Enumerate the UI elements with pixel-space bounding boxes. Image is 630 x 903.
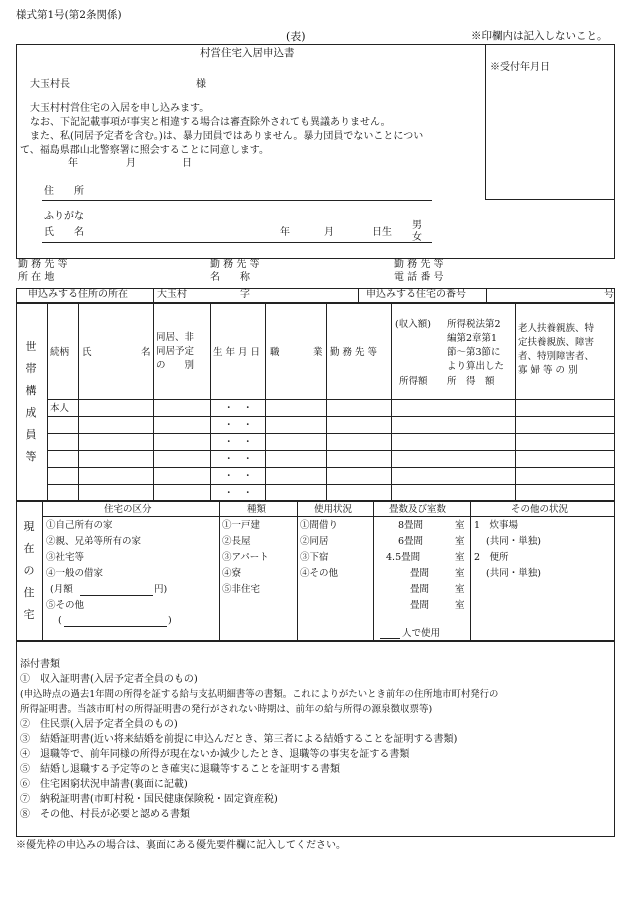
housing-header-use: 使用状況 (314, 504, 353, 515)
type-1[interactable]: ①一戸建 (222, 520, 261, 531)
name-field[interactable] (42, 242, 432, 243)
address-field[interactable] (42, 200, 432, 201)
header-workplace: 勤 務 先 等 (330, 347, 378, 358)
apply-go: 号 (604, 289, 614, 300)
other-status-2: (共同・単独) (486, 536, 541, 547)
other-status-4: (共同・単独) (486, 568, 541, 579)
household-side-label-6: 等 (25, 450, 37, 463)
room-size-6: 畳間 (410, 600, 430, 611)
header-dependents-2: 定扶養親族、障害 (518, 337, 595, 348)
apply-village: 大玉村 (157, 289, 187, 300)
type-5[interactable]: ⑤非住宅 (222, 584, 261, 595)
header-cohabit-2: 同居予定 (156, 346, 195, 357)
furigana-label: ふりがな (44, 211, 84, 222)
footer-note: ※優先枠の申込みの場合は、裏面にある優先要件欄に記入してください。 (16, 840, 346, 851)
housing-header-type: 種類 (247, 504, 267, 515)
use-2[interactable]: ②同居 (300, 536, 329, 547)
work-name-top: 勤 務 先 等 (210, 259, 260, 270)
room-size-1: 8畳間 (398, 520, 424, 531)
gender-male[interactable]: 男 (412, 220, 422, 231)
side-label: (表) (286, 30, 306, 43)
persons-use: 人で使用 (402, 628, 441, 639)
attachment-5: ⑤ 結婚し退職する予定等のとき確実に退職等することを証明する書類 (20, 764, 340, 775)
work-address-top: 勤 務 先 等 (18, 259, 68, 270)
name-label: 氏 名 (44, 227, 84, 238)
housing-side-label-4: 住 (23, 586, 35, 599)
work-phone-top: 勤 務 先 等 (394, 259, 444, 270)
date-month: 月 (126, 158, 136, 169)
header-job-1: 職 (270, 347, 280, 358)
receipt-date-label: ※受付年月日 (490, 62, 550, 73)
paren-open: ( (58, 615, 62, 626)
apply-address-label: 申込みする住所の所在 (28, 289, 128, 300)
housing-side-label-2: 在 (23, 542, 35, 555)
header-cohabit-3: の 別 (156, 360, 195, 371)
use-1[interactable]: ①間借り (300, 520, 339, 531)
attachment-4: ④ 退職等で、前年同様の所得が現在ないか減少したとき、退職等の事実を証する書類 (20, 749, 410, 760)
other-status-3: 2 便所 (474, 552, 509, 563)
body-line-2: なお、下記記載事項が事実と相違する場合は審査除外されても異議ありません。 (20, 117, 391, 128)
header-income-1: (収入額) (395, 319, 431, 330)
honorific: 様 (196, 79, 206, 90)
housing-header-other: その他の状況 (511, 504, 569, 515)
birth-dots-5: ・ ・ (224, 471, 253, 482)
addressee: 大玉村長 (30, 79, 70, 90)
header-cohabit-1: 同居、非 (156, 332, 195, 343)
category-1[interactable]: ①自己所有の家 (46, 520, 113, 531)
category-2[interactable]: ②親、兄弟等所有の家 (46, 536, 142, 547)
birth-dots-2: ・ ・ (224, 420, 253, 431)
room-size-2: 6畳間 (398, 536, 424, 547)
attachment-1-detail-b: 所得証明書。当該市町村の所得証明書の発行がされない時期は、前年の給与所得の源泉徴収票等) (20, 704, 433, 715)
header-tax-1: 所得税法第2 (447, 319, 501, 330)
room-size-4: 畳間 (410, 568, 430, 579)
category-5[interactable]: ⑤その他 (46, 600, 85, 611)
room-unit-5: 室 (455, 584, 465, 595)
rent-close: 円) (154, 584, 168, 595)
household-side-label-5: 員 (25, 428, 37, 441)
type-2[interactable]: ②長屋 (222, 536, 251, 547)
room-unit-2: 室 (455, 536, 465, 547)
room-unit-6: 室 (455, 600, 465, 611)
attachment-1-detail-a: (申込時点の過去1年間の所得を証する給与支払明細書等の書類。これによりがたいとき前年の住所地市町村発行の (20, 689, 499, 700)
room-size-5: 畳間 (410, 584, 430, 595)
rent-field[interactable] (80, 595, 153, 596)
use-3[interactable]: ③下宿 (300, 552, 329, 563)
birth-dots-3: ・ ・ (224, 437, 253, 448)
household-side-label-2: 帯 (25, 362, 37, 375)
attachment-2: ② 住民票(入居予定者全員のもの) (20, 719, 178, 730)
room-unit-4: 室 (455, 568, 465, 579)
body-line-4: て、福島県郡山北警察署に照会することに同意します。 (20, 145, 269, 156)
body-line-3: また、私(同居予定者を含む。)は、暴力団員ではありません。暴力団員でないことについ (20, 131, 424, 142)
header-dependents-3: 者、特別障害者、 (518, 351, 595, 362)
household-side-label-3: 構 (25, 384, 37, 397)
attachments-title: 添付書類 (20, 659, 60, 670)
work-address-bottom: 所 在 地 (18, 272, 55, 283)
header-name-1: 氏 (82, 347, 92, 358)
attachment-8: ⑧ その他、村長が必要と認める書類 (20, 809, 190, 820)
birth-dots-4: ・ ・ (224, 454, 253, 465)
housing-side-label-5: 宅 (23, 608, 35, 621)
category-4[interactable]: ④一般の借家 (46, 568, 104, 579)
header-birth: 生 年 月 日 (213, 347, 261, 358)
household-side-label-4: 成 (25, 406, 37, 419)
date-year: 年 (68, 158, 78, 169)
type-3[interactable]: ③アパート (222, 552, 269, 563)
birth-year: 年 (280, 227, 290, 238)
body-line-1: 大玉村村営住宅の入居を申し込みます。 (20, 103, 210, 114)
type-4[interactable]: ④寮 (222, 568, 242, 579)
birth-dots-6: ・ ・ (224, 488, 253, 499)
attachment-6: ⑥ 住宅困窮状況申請書(裏面に記載) (20, 779, 188, 790)
attachment-1: ① 収入証明書(入居予定者全員のもの) (20, 674, 198, 685)
office-note: ※印欄内は記入しないこと。 (471, 30, 608, 42)
birth-dots-1: ・ ・ (224, 403, 253, 414)
work-phone-bottom: 電 話 番 号 (394, 272, 444, 283)
relation-self: 本人 (50, 403, 70, 414)
other-status-1: 1 炊事場 (474, 520, 519, 531)
room-unit-1: 室 (455, 520, 465, 531)
household-side-label-1: 世 (25, 340, 37, 353)
rent-open: (月額 (50, 584, 73, 595)
header-income-2: 所得額 (399, 376, 428, 387)
birth-day: 日生 (372, 227, 392, 238)
housing-header-rooms: 畳数及び室数 (389, 504, 447, 515)
housing-side-label-3: の (23, 564, 35, 577)
birth-month: 月 (324, 227, 334, 238)
persons-field[interactable] (380, 638, 400, 639)
address-label: 住 所 (44, 186, 84, 197)
apply-number-label: 申込みする住宅の番号 (366, 289, 466, 300)
header-tax-2: 編第2章第1 (447, 333, 498, 344)
housing-header-category: 住宅の区分 (104, 504, 152, 515)
header-name-2: 名 (141, 347, 151, 358)
header-relation: 続柄 (50, 347, 70, 358)
other-field[interactable] (64, 626, 167, 627)
form-title: 村営住宅入居申込書 (200, 47, 295, 59)
attachment-7: ⑦ 納税証明書(市町村税・国民健康保険税・固定資産税) (20, 794, 278, 805)
form-number: 様式第1号(第2条関係) (16, 9, 122, 21)
room-unit-3: 室 (455, 552, 465, 563)
apply-aza: 字 (240, 289, 250, 300)
use-4[interactable]: ④その他 (300, 568, 339, 579)
gender-female[interactable]: 女 (412, 232, 422, 243)
date-day: 日 (182, 158, 192, 169)
category-3[interactable]: ③社宅等 (46, 552, 85, 563)
paren-close: ) (168, 615, 172, 626)
header-dependents-4: 寡 婦 等 の 別 (518, 365, 578, 376)
header-dependents-1: 老人扶養親族、特 (518, 323, 595, 334)
housing-side-label-1: 現 (23, 520, 35, 533)
header-tax-4: より算出した (447, 361, 505, 372)
attachment-3: ③ 結婚証明書(近い将来結婚を前提に申込んだとき、第三者による結婚することを証明する書類) (20, 734, 458, 745)
header-tax-3: 節〜第3節に (447, 347, 501, 358)
room-size-3: 4.5畳間 (386, 552, 421, 563)
header-job-2: 業 (313, 347, 323, 358)
work-name-bottom: 名 称 (210, 272, 250, 283)
header-tax-5: 所 得 額 (447, 376, 495, 387)
